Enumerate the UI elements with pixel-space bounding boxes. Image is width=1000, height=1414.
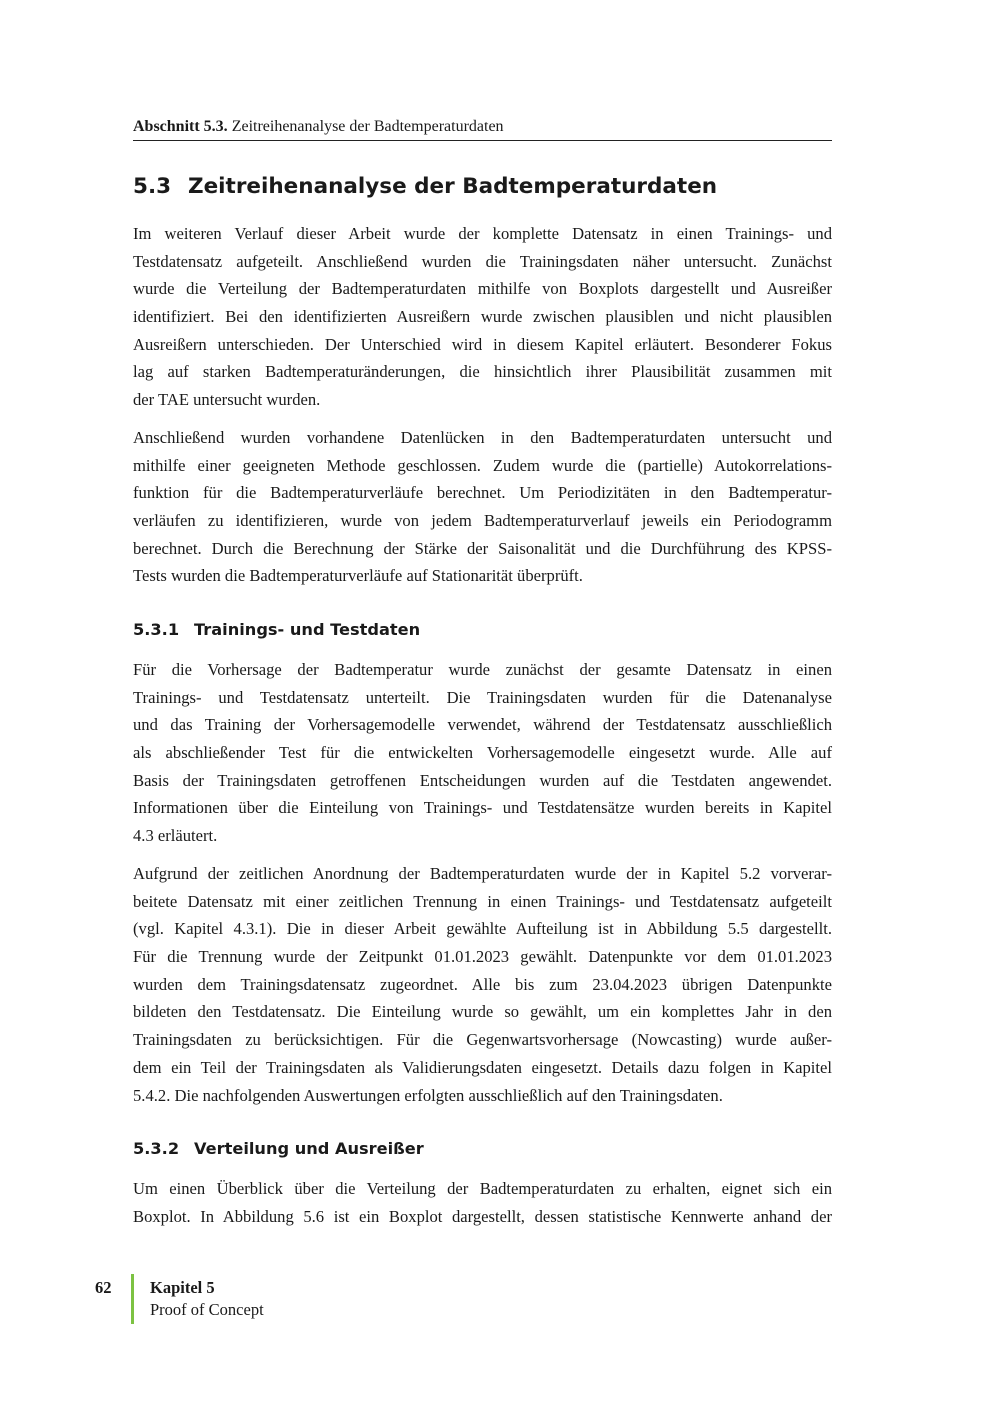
text-line: Ausreißern unterschieden. Der Unterschied wird in diesem Kapitel erläutert. Besonderer Fokus [133,334,832,354]
subsection-2-paragraph-1 [133,1175,832,1230]
page-number: 62 [95,1278,112,1297]
text-line: Informationen über die Einteilung von Trainings- und Testdatensätze wurden bereits in Kapitel [133,798,832,818]
subsection-title-text: Verteilung und Ausreißer [194,1139,424,1158]
page-footer [0,1274,400,1326]
text-line: Anschließend wurden vorhandene Datenlücken in den Badtemperaturdaten untersucht und [133,428,832,447]
text-line: Aufgrund der zeitlichen Anordnung der Badtemperaturdaten wurde der in Kapitel 5.2 vorverar- [133,864,832,883]
section-title-text: Zeitreihenanalyse der Badtemperaturdaten [188,174,718,199]
section-title [133,172,717,202]
chapter-label: Kapitel 5 [150,1278,215,1297]
subsection-1-paragraph-2 [133,860,832,1109]
text-line: identifiziert. Bei den identifizierten Ausreißern wurde zwischen plausiblen und nicht plausiblen [133,307,832,327]
running-head [133,118,832,141]
text-line: Testdatensatz aufgeteilt. Anschließend wurden die Trainingsdaten näher untersucht. Zunächst [133,251,832,271]
text-line: als abschließender Test für die entwickelten Vorhersagemodelle eingesetzt wurde. Alle auf [133,743,832,763]
text-line: wurden dem Trainingsdatensatz zugeordnet. Alle bis zum 23.04.2023 übrigen Datenpunkte [133,974,832,994]
text-line: bildeten den Testdatensatz. Die Einteilung wurde so gewählt, um ein komplettes Jahr in den [133,1002,832,1022]
subsection-title-1 [133,618,420,642]
chapter-accent-bar [131,1274,134,1324]
intro-paragraph-2 [133,424,832,590]
subsection-title-text: Trainings- und Testdaten [194,620,421,639]
running-head-title: Zeitreihenanalyse der Badtemperaturdaten [231,118,504,135]
text-line: Basis der Trainingsdaten getroffenen Entscheidungen wurden auf die Testdaten angewendet. [133,770,832,790]
text-line: Um einen Überblick über die Verteilung der Badtemperaturdaten zu erhalten, eignet sich ein [133,1179,832,1198]
text-line: Im weiteren Verlauf dieser Arbeit wurde der komplette Datensatz in einen Trainings- und [133,224,832,243]
subsection-1-paragraph-1 [133,656,832,850]
text-line: lag auf starken Badtemperaturänderungen, die hinsichtlich ihrer Plausibilität zusammen mit [133,362,832,382]
text-line: Für die Vorhersage der Badtemperatur wurde zunächst der gesamte Datensatz in einen [133,660,832,679]
text-line: 5.4.2. Die nachfolgenden Auswertungen erfolgten ausschließlich auf den Trainingsdaten. [133,1085,723,1105]
text-line: Für die Trennung wurde der Zeitpunkt 01.01.2023 gewählt. Datenpunkte vor dem 01.01.2023 [133,947,832,967]
text-line: Trainingsdaten zu berücksichtigen. Für die Gegenwartsvorhersage (Nowcasting) wurde außer- [133,1030,832,1050]
text-line: beitete Datensatz mit einer zeitlichen Trennung in einen Trainings- und Testdatensatz aufgeteilt [133,891,832,911]
text-line: berechnet. Durch die Berechnung der Stärke der Saisonalität und die Durchführung des KPSS- [133,538,832,558]
subsection-number: 5.3.1 [133,620,180,639]
text-line: mithilfe einer geeigneten Methode geschlossen. Zudem wurde die (partielle) Autokorrelations- [133,455,832,475]
running-head-number: Abschnitt 5.3. [133,118,228,135]
text-line: dem ein Teil der Trainingsdaten als Validierungsdaten eingesetzt. Details dazu folgen in Kapitel [133,1057,832,1077]
text-line: und das Training der Vorhersagemodelle verwendet, während der Testdatensatz ausschließlich [133,715,832,735]
text-line: Boxplot. In Abbildung 5.6 ist ein Boxplot dargestellt, dessen statistische Kennwerte anhand der [133,1206,832,1226]
text-line: funktion für die Badtemperaturverläufe berechnet. Um Periodizitäten in den Badtemperatur- [133,483,832,503]
subsection-number: 5.3.2 [133,1139,180,1158]
text-line: verläufen zu identifizieren, wurde von jedem Badtemperaturverlauf jeweils ein Periodogramm [133,511,832,531]
chapter-name: Proof of Concept [150,1300,264,1319]
text-line: Tests wurden die Badtemperaturverläufe auf Stationarität überprüft. [133,566,583,586]
section-number: 5.3 [133,174,172,199]
text-line: wurde die Verteilung der Badtemperaturdaten mithilfe von Boxplots dargestellt und Ausreißer [133,279,832,299]
text-line: Trainings- und Testdatensatz unterteilt. Die Trainingsdaten wurden für die Datenanalyse [133,687,832,707]
intro-paragraph-1 [133,220,832,414]
text-line: der TAE untersucht wurden. [133,390,321,410]
text-line: (vgl. Kapitel 4.3.1). Die in dieser Arbeit gewählte Aufteilung ist in Abbildung 5.5 dargestellt. [133,919,832,939]
text-line: 4.3 erläutert. [133,826,218,846]
subsection-title-2 [133,1137,424,1161]
